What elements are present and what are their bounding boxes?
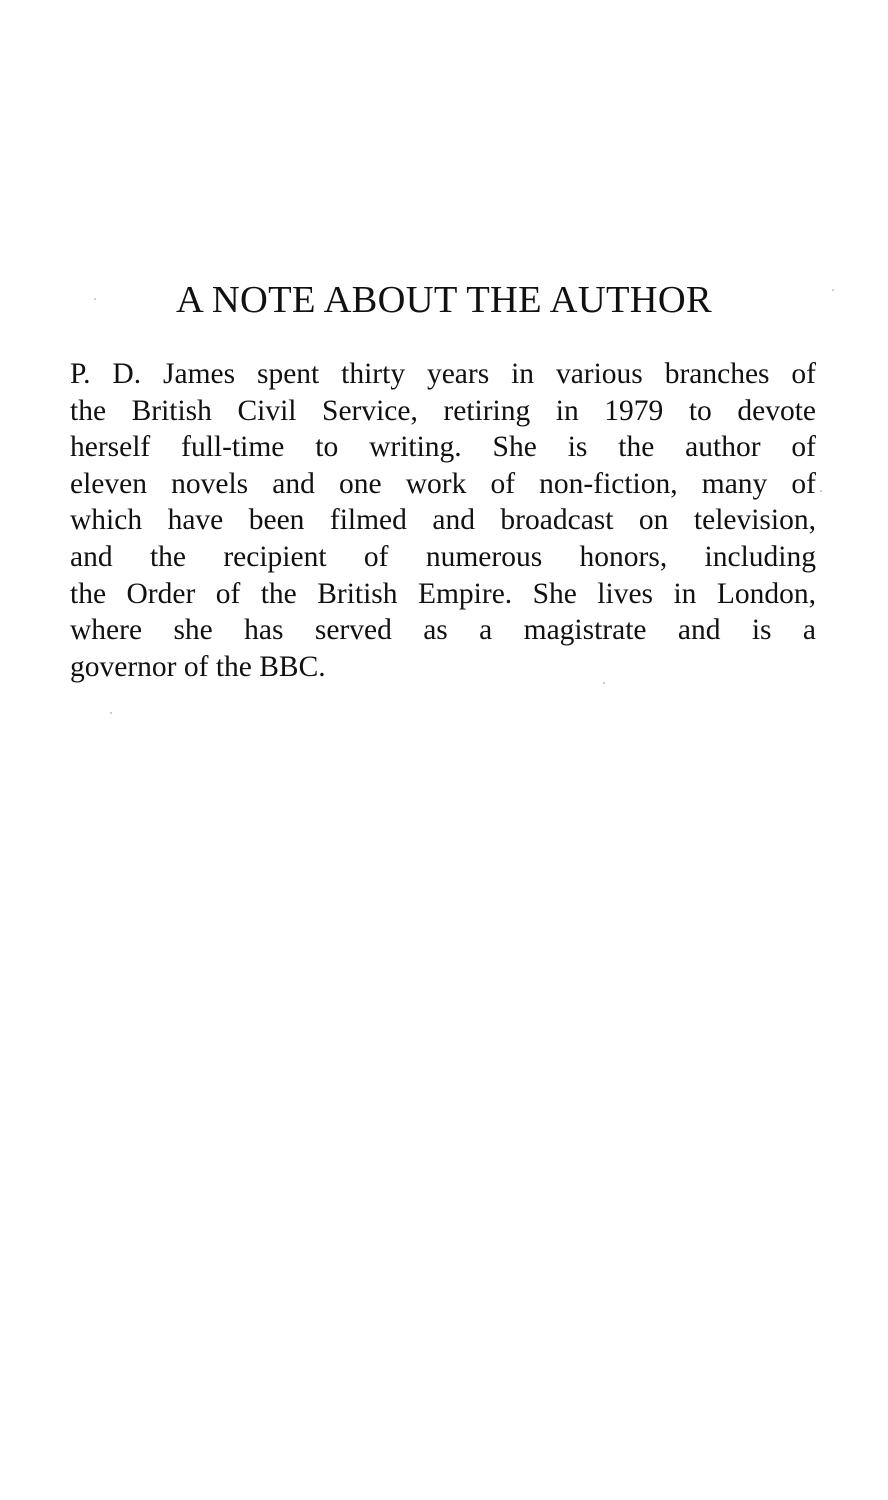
scan-speck	[110, 712, 112, 714]
paragraph-line: herself full-time to writing. She is the author of	[70, 431, 816, 464]
paragraph-line: and the recipient of numerous honors, including	[70, 540, 816, 573]
paragraph-line: which have been filmed and broadcast on television,	[70, 504, 816, 537]
paragraph-line: where she has served as a magistrate and is a	[70, 614, 816, 647]
author-bio-paragraph	[70, 356, 816, 685]
paragraph-line: P. D. James spent thirty years in various branches of	[70, 358, 816, 390]
paragraph-line: the Order of the British Empire. She lives in London,	[70, 577, 816, 610]
scan-speck	[94, 298, 96, 300]
scan-speck	[603, 682, 605, 684]
scan-speck	[832, 289, 834, 291]
page-title: A NOTE ABOUT THE AUTHOR	[176, 279, 712, 321]
paragraph-line: the British Civil Service, retiring in 1979 to devote	[70, 394, 816, 427]
scan-speck	[820, 490, 822, 492]
paragraph-line: eleven novels and one work of non-fiction, many of	[70, 467, 816, 500]
paragraph-line-last: governor of the BBC.	[70, 650, 326, 683]
